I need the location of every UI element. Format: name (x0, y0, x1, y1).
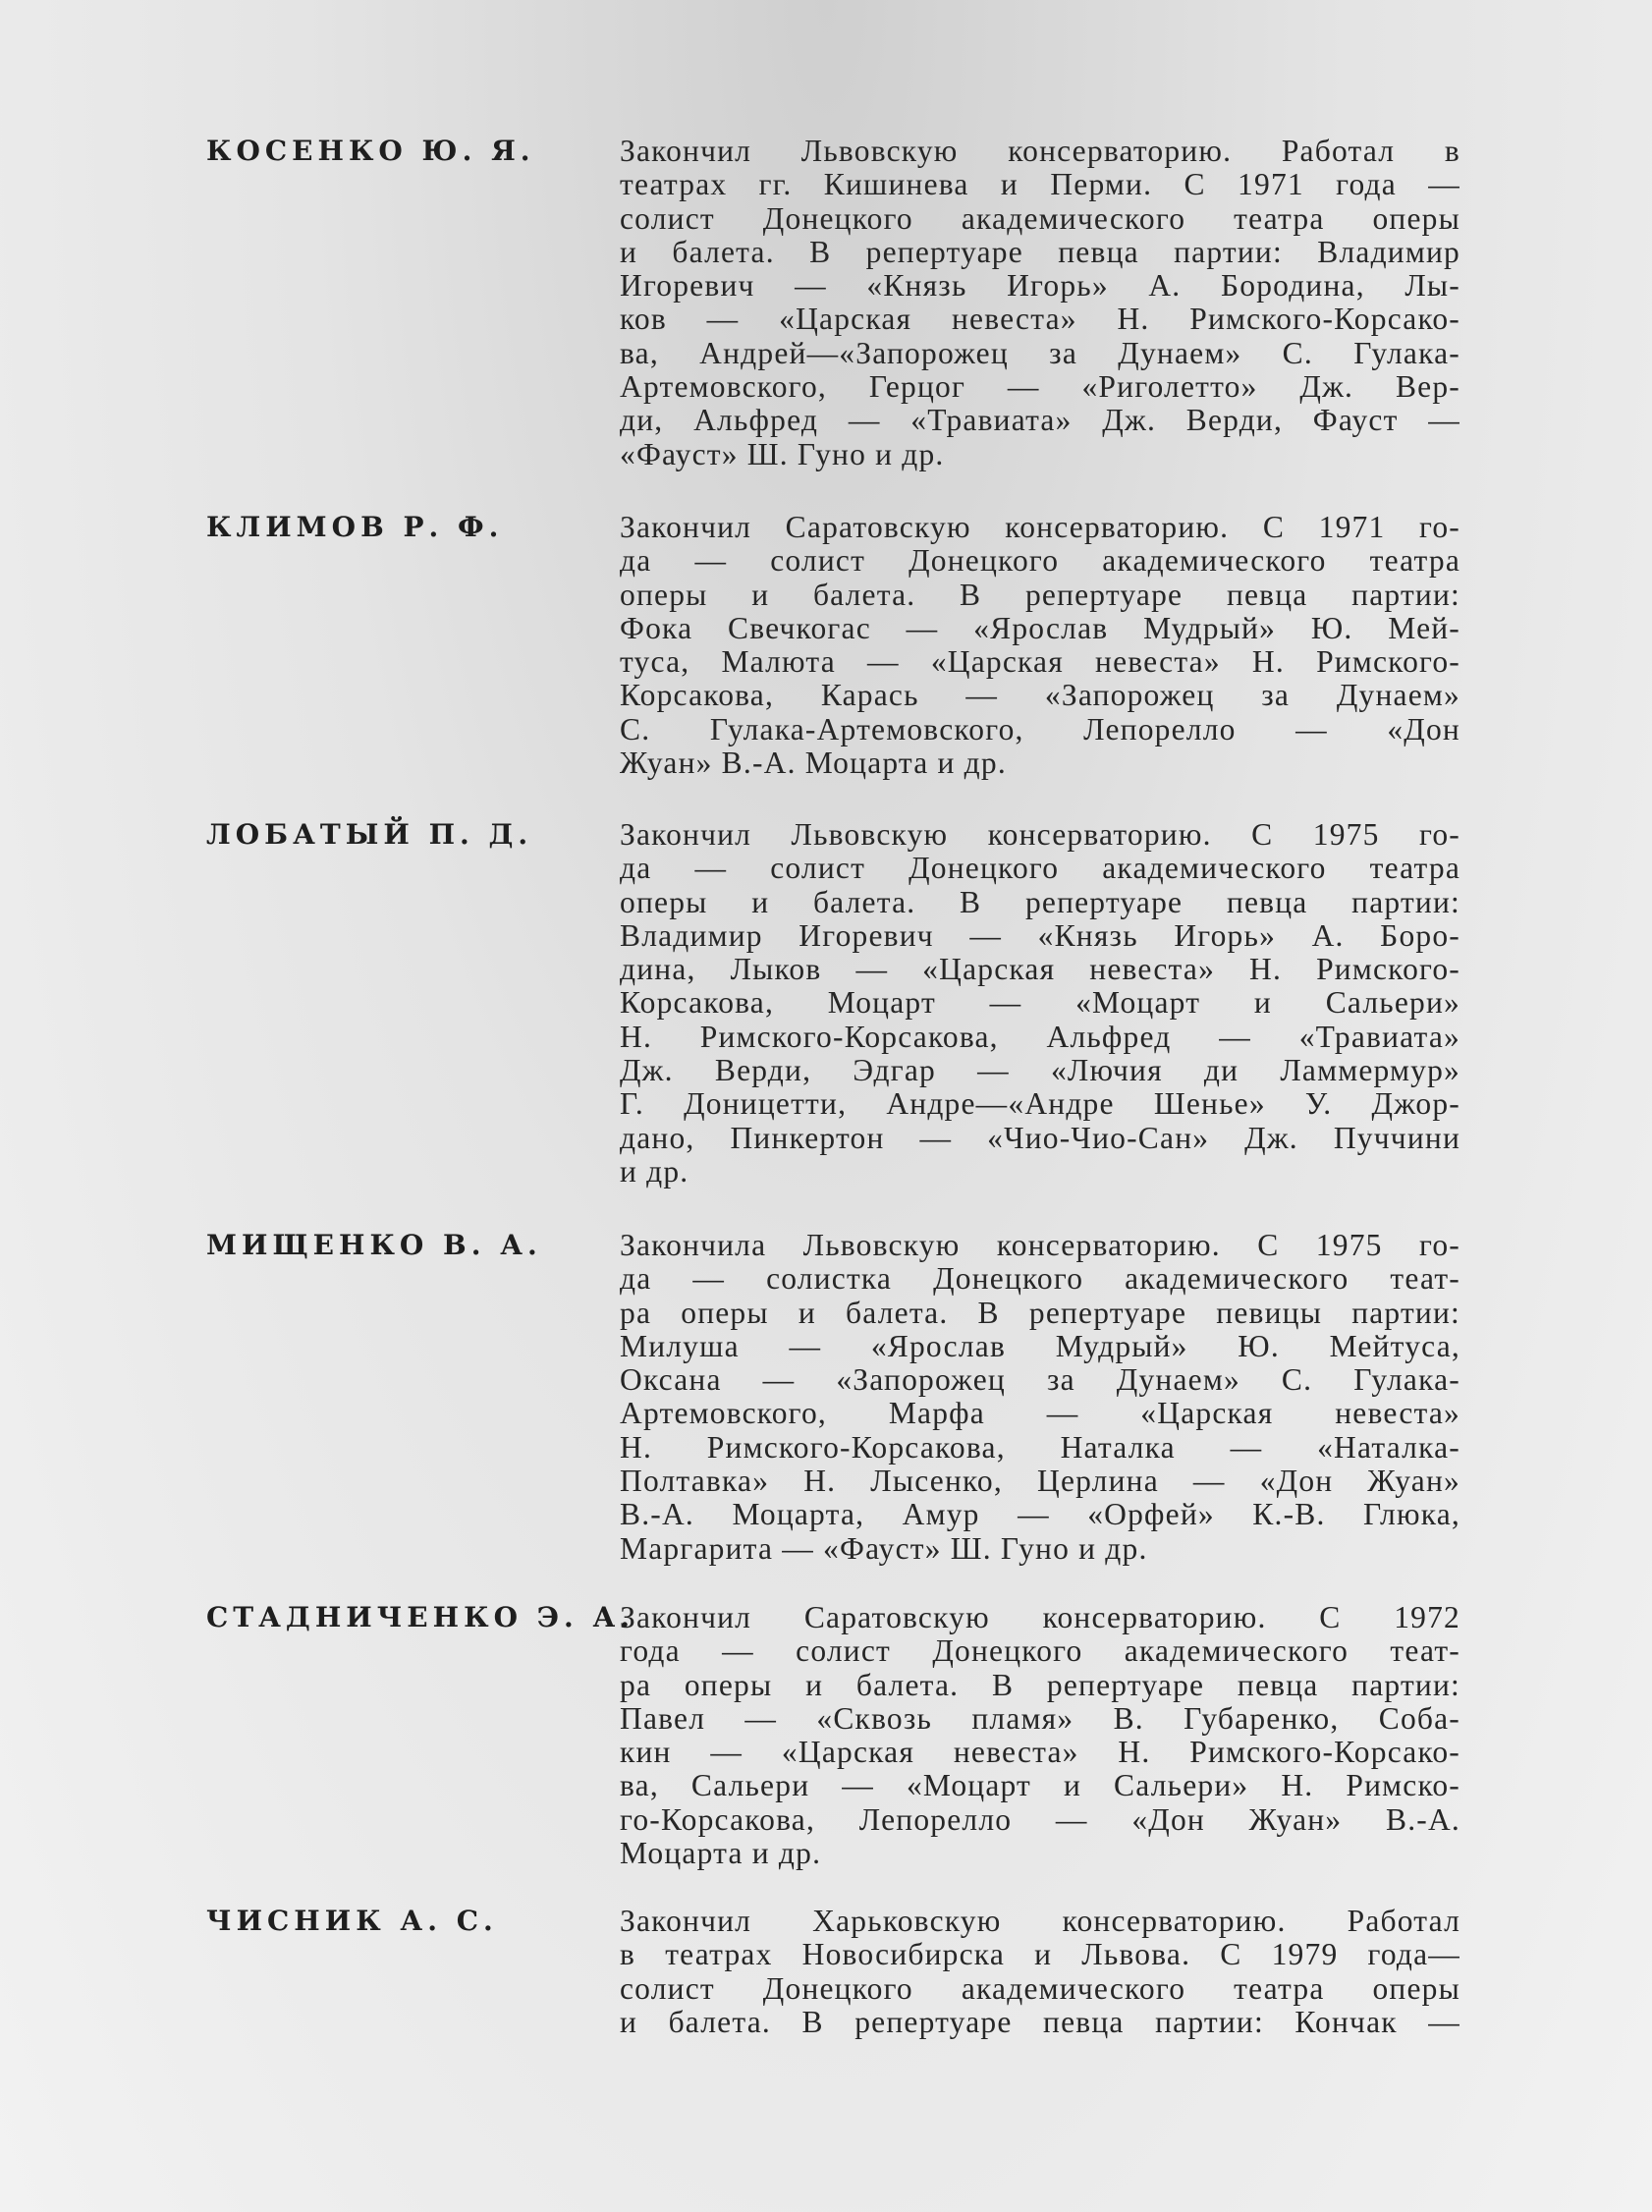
biography-line: ва, Андрей—«Запорожец за Дунаем» С. Гулака- (620, 335, 1460, 370)
biography-line: Закончил Саратовскую консерваторию. С 1971 го- (620, 510, 1460, 544)
biography-line: театрах гг. Кишинева и Перми. С 1971 года — (620, 167, 1460, 202)
biography-line: Артемовского, Марфа — «Царская невеста» (620, 1396, 1460, 1431)
singer-biography (620, 511, 1460, 780)
biography-line: кин — «Царская невеста» Н. Римского-Корсако- (620, 1735, 1460, 1770)
biography-line: и балета. В репертуаре певца партии: Владимир (620, 234, 1460, 269)
biography-line: Корсакова, Моцарт — «Моцарт и Сальери» (620, 985, 1460, 1021)
biography-line: и балета. В репертуаре певца партии: Кончак — (620, 2004, 1460, 2039)
biography-line: ва, Сальери — «Моцарт и Сальери» Н. Римско- (620, 1768, 1460, 1803)
biography-line: го-Корсакова, Лепорелло — «Дон Жуан» В.-А. (620, 1801, 1460, 1837)
biography-line: Полтавка» Н. Лысенко, Церлина — «Дон Жуан» (620, 1464, 1460, 1499)
biography-line: Закончил Львовскую консерваторию. Работал в (620, 134, 1460, 168)
biography-line: Игоревич — «Князь Игорь» А. Бородина, Лы- (620, 268, 1460, 304)
biography-line: В.-А. Моцарта, Амур — «Орфей» К.-В. Глюка, (620, 1497, 1460, 1532)
singer-name: ЧИСНИК А. С. (206, 1905, 498, 1937)
biography-line: Павел — «Сквозь пламя» В. Губаренко, Соба- (620, 1700, 1460, 1736)
singer-biography (620, 1601, 1460, 1870)
biography-line: солист Донецкого академического театра оперы (620, 200, 1460, 236)
biography-line: «Фауст» Ш. Гуно и др. (620, 436, 945, 471)
biography-line: Моцарта и др. (620, 1836, 822, 1871)
biography-line: да — солист Донецкого академического театра (620, 851, 1460, 886)
singer-name: ЛОБАТЫЙ П. Д. (206, 818, 533, 851)
biography-line: Закончил Харьковскую консерваторию. Работал (620, 1904, 1460, 1938)
singer-name: МИЩЕНКО В. А. (206, 1229, 542, 1261)
biography-line: дано, Пинкертон — «Чио-Чио-Сан» Дж. Пуччини (620, 1120, 1460, 1155)
biography-line: туса, Малюта — «Царская невеста» Н. Римского- (620, 644, 1460, 680)
biography-line: да — солист Донецкого академического театра (620, 543, 1460, 579)
biography-line: ра оперы и балета. В репертуаре певицы партии: (620, 1295, 1460, 1330)
biography-line: ра оперы и балета. В репертуаре певца партии: (620, 1667, 1460, 1702)
singer-name: КЛИМОВ Р. Ф. (206, 511, 504, 543)
biography-line: Артемовского, Герцог — «Риголетто» Дж. Вер- (620, 369, 1460, 405)
biography-line: солист Донецкого академического театра оперы (620, 1970, 1460, 2006)
biography-line: Милуша — «Ярослав Мудрый» Ю. Мейтуса, (620, 1328, 1460, 1363)
biography-line: Фока Свечкогас — «Ярослав Мудрый» Ю. Мей- (620, 610, 1460, 645)
biography-line: дина, Лыков — «Царская невеста» Н. Римского- (620, 952, 1460, 987)
biography-line: да — солистка Донецкого академического теат- (620, 1261, 1460, 1297)
singer-biography (620, 1905, 1460, 2039)
biography-line: Маргарита — «Фауст» Ш. Гуно и др. (620, 1530, 1148, 1566)
biography-line: года — солист Донецкого академического теат- (620, 1633, 1460, 1669)
singer-biography (620, 818, 1460, 1189)
biography-line: в театрах Новосибирска и Львова. С 1979 года— (620, 1937, 1460, 1972)
singer-name: КОСЕНКО Ю. Я. (206, 135, 535, 167)
singer-name: СТАДНИЧЕНКО Э. А. (206, 1601, 635, 1633)
biography-line: Корсакова, Карась — «Запорожец за Дунаем» (620, 678, 1460, 713)
biography-line: ди, Альфред — «Травиата» Дж. Верди, Фауст — (620, 403, 1460, 438)
biography-line: Закончил Саратовскую консерваторию. С 1972 (620, 1600, 1460, 1634)
biography-line: Дж. Верди, Эдгар — «Лючия ди Ламмермур» (620, 1053, 1460, 1088)
biography-line: ков — «Царская невеста» Н. Римского-Корсако- (620, 302, 1460, 337)
biography-line: Н. Римского-Корсакова, Наталка — «Наталка- (620, 1429, 1460, 1465)
biography-line: Г. Доницетти, Андре—«Андре Шенье» У. Джор- (620, 1086, 1460, 1122)
biography-line: Владимир Игоревич — «Князь Игорь» А. Боро- (620, 917, 1460, 953)
biography-line: Закончила Львовскую консерваторию. С 1975 го- (620, 1228, 1460, 1262)
biography-line: Н. Римского-Корсакова, Альфред — «Травиата» (620, 1019, 1460, 1054)
biography-line: оперы и балета. В репертуаре певца партии: (620, 577, 1460, 612)
biography-line: С. Гулака-Артемовского, Лепорелло — «Дон (620, 711, 1460, 747)
biography-line: Жуан» В.-А. Моцарта и др. (620, 746, 1007, 781)
biography-line: Закончил Львовскую консерваторию. С 1975 го- (620, 817, 1460, 852)
biography-line: Оксана — «Запорожец за Дунаем» С. Гулака- (620, 1362, 1460, 1398)
biography-line: и др. (620, 1153, 689, 1189)
singer-biography (620, 135, 1460, 471)
singer-biography (620, 1229, 1460, 1566)
biography-line: оперы и балета. В репертуаре певца партии: (620, 884, 1460, 919)
